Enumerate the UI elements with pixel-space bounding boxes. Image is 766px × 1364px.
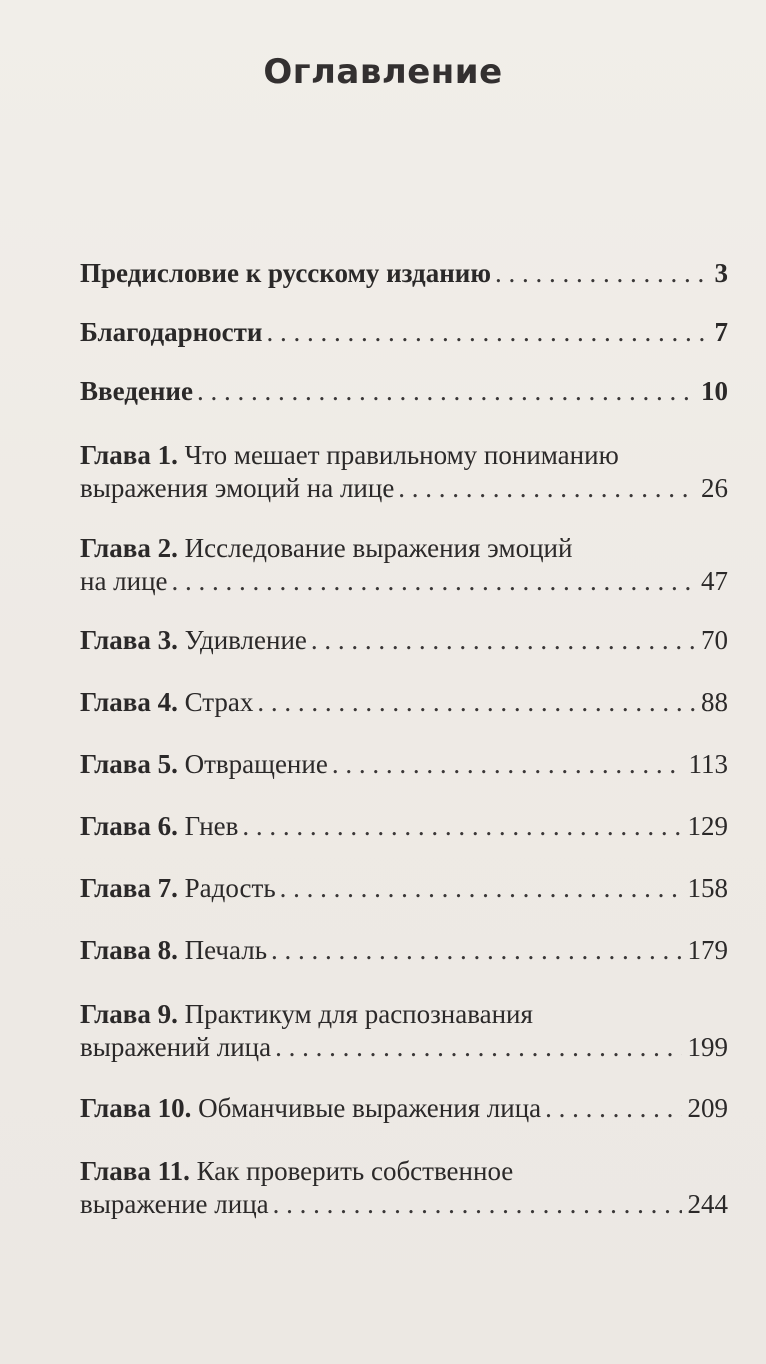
- chapter-label: Глава 11.: [80, 1156, 190, 1186]
- toc-entry-chapter-8[interactable]: [80, 934, 728, 967]
- entry-title: Практикум для распознавания: [184, 999, 533, 1029]
- entry-title: Обманчивые выражения лица: [198, 1093, 542, 1123]
- page-number: 129: [687, 811, 728, 841]
- toc-entry-chapter-2[interactable]: [80, 532, 728, 598]
- entry-title: Что мешает правильному пониманию: [184, 440, 619, 470]
- dot-leader: [332, 748, 683, 781]
- chapter-label: Глава 5.: [80, 749, 178, 779]
- dot-leader: [280, 872, 682, 905]
- page-number: 158: [687, 873, 728, 903]
- dot-leader: [495, 257, 709, 290]
- toc-entry-chapter-3[interactable]: [80, 624, 728, 657]
- dot-leader: [271, 934, 681, 967]
- entry-title: Как проверить собственное: [196, 1156, 514, 1186]
- dot-leader: [545, 1092, 681, 1125]
- chapter-label: Глава 8.: [80, 935, 178, 965]
- page-number: 88: [701, 687, 728, 717]
- chapter-label: Глава 7.: [80, 873, 178, 903]
- dot-leader: [242, 810, 681, 843]
- dot-leader: [257, 686, 695, 719]
- entry-title: Отвращение: [184, 749, 328, 779]
- toc-entry-chapter-11[interactable]: [80, 1155, 728, 1221]
- chapter-label: Глава 3.: [80, 625, 178, 655]
- page-number: 70: [701, 625, 728, 655]
- dot-leader: [197, 375, 695, 408]
- page-number: 3: [714, 258, 728, 288]
- entry-title: Страх: [184, 687, 254, 717]
- entry-title-continued: на лице: [80, 566, 168, 596]
- toc-entry-chapter-9[interactable]: [80, 998, 728, 1064]
- toc-entry-preface[interactable]: [80, 257, 728, 290]
- page-number: 26: [701, 473, 728, 503]
- entry-title-continued: выражение лица: [80, 1189, 269, 1219]
- dot-leader: [273, 1188, 682, 1221]
- entry-title: Исследование выражения эмоций: [184, 533, 573, 563]
- toc-entry-acknowledgements[interactable]: [80, 316, 728, 349]
- page-number: 179: [687, 935, 728, 965]
- entry-title: Радость: [184, 873, 276, 903]
- dot-leader: [275, 1031, 681, 1064]
- page-number: 10: [701, 376, 728, 406]
- entry-title: Удивление: [184, 625, 307, 655]
- toc-entry-chapter-6[interactable]: [80, 810, 728, 843]
- dot-leader: [267, 316, 709, 349]
- entry-title: Благодарности: [80, 317, 263, 347]
- chapter-label: Глава 2.: [80, 533, 178, 563]
- dot-leader: [311, 624, 695, 657]
- entry-title: Гнев: [184, 811, 239, 841]
- dot-leader: [172, 565, 695, 598]
- page-number: 244: [687, 1189, 728, 1219]
- entry-title-continued: выражений лица: [80, 1032, 272, 1062]
- page-title: Оглавление: [263, 52, 503, 92]
- toc-entry-introduction[interactable]: [80, 375, 728, 408]
- entry-title: Предисловие к русскому изданию: [80, 258, 491, 288]
- dot-leader: [398, 472, 695, 505]
- chapter-label: Глава 9.: [80, 999, 178, 1029]
- chapter-label: Глава 4.: [80, 687, 178, 717]
- page-number: 113: [688, 749, 728, 779]
- page-number: 209: [687, 1093, 728, 1123]
- page-number: 47: [701, 566, 728, 596]
- page-number: 199: [687, 1032, 728, 1062]
- toc-entry-chapter-1[interactable]: [80, 439, 728, 505]
- toc-entry-chapter-10[interactable]: [80, 1092, 728, 1125]
- toc-entry-chapter-7[interactable]: [80, 872, 728, 905]
- entry-title-continued: выражения эмоций на лице: [80, 473, 395, 503]
- entry-title: Введение: [80, 376, 193, 406]
- entry-title: Печаль: [184, 935, 268, 965]
- page-number: 7: [714, 317, 728, 347]
- chapter-label: Глава 6.: [80, 811, 178, 841]
- toc-entry-chapter-5[interactable]: [80, 748, 728, 781]
- toc-entry-chapter-4[interactable]: [80, 686, 728, 719]
- chapter-label: Глава 10.: [80, 1093, 192, 1123]
- chapter-label: Глава 1.: [80, 440, 178, 470]
